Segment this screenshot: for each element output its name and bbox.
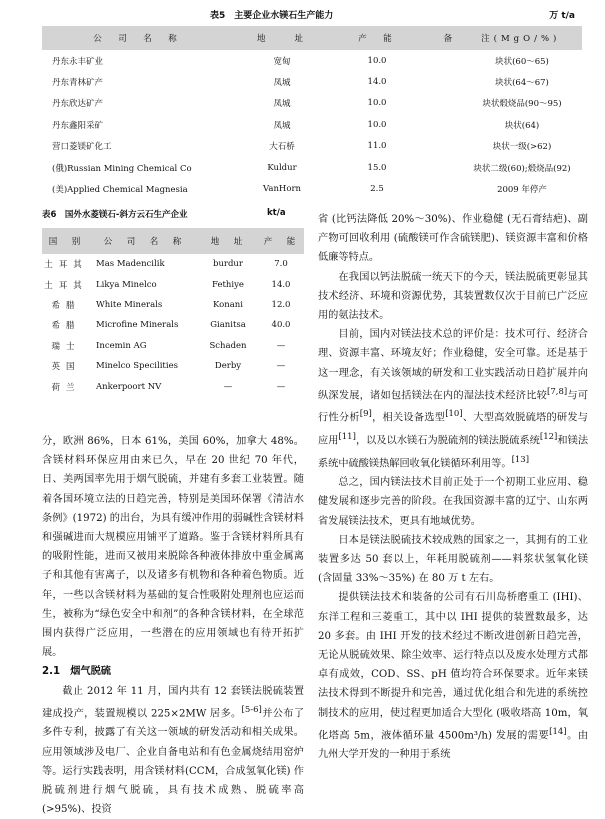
table-cell: 丹东青林矿产 <box>52 78 104 89</box>
right-paragraph-1: 省 (比钙法降低 20%～30%)、作业稳健 (无石膏结疤)、副产物可回收利用 (硫酸镁可作含硫镁肥)、镁资源丰富和价格低廉等特点。 <box>318 214 588 264</box>
table6-header-row <box>42 228 304 254</box>
table6-caption-row <box>42 208 312 220</box>
table-row <box>42 376 304 396</box>
table-cell: 10.0 <box>367 55 387 66</box>
table5-header-cell: 公 司 名 称 <box>93 34 181 44</box>
table-cell: 12.0 <box>271 299 291 310</box>
table-cell: 英国 <box>51 362 81 373</box>
table-cell: — <box>276 381 286 392</box>
table-cell: 瑞士 <box>51 341 81 352</box>
table-cell: 凤城 <box>273 78 291 89</box>
table-cell: 14.0 <box>367 77 387 88</box>
table5-header-row <box>42 26 582 50</box>
table-cell: 大石桥 <box>269 142 295 153</box>
table-cell: 7.0 <box>274 259 288 270</box>
citation: [5-6] <box>241 704 262 715</box>
table-cell: 土耳其 <box>44 280 88 291</box>
citation: [10] <box>445 409 463 420</box>
table-cell: 凤城 <box>273 120 291 131</box>
table-cell: 丹东永丰矿业 <box>52 56 104 67</box>
table-cell: 块状(64～67) <box>495 78 549 89</box>
citation: [11] <box>338 432 356 443</box>
table-cell: Mas Madencilik <box>96 259 165 270</box>
table-row <box>42 136 582 157</box>
table6-header-cell: 公 司 名 称 <box>103 237 185 247</box>
table-cell: 希腊 <box>51 300 81 311</box>
table-cell: 丹东欣达矿产 <box>52 99 104 110</box>
table5-unit: 万 t/a <box>549 11 575 21</box>
table-cell: — <box>223 381 233 392</box>
left-column <box>42 432 304 819</box>
left-paragraph-1: 分，欧洲 86%，日本 61%，美国 60%，加拿大 48%。含镁材料环保应用由来已久，早在 20 世纪 70 年代，日、美两国率先用于烟气脱硫，并建有多套工业装置。随着各国环境立法的日趋完善，特别是美国环保署《清洁水条例》(1972) 的出台，为具有缓冲作用的弱碱性含镁材料和强碱进而大规模应用铺平了道路。鉴于含镁材料所具有的吸附性能，进而又被用来脱除各种液体排放中重金属离子和其他有害离子，以及诸多有机物和各种着色物质。近年，一些以含镁材料为基础的复合性吸附处理剂也应运而生，被称为“绿色安全中和剂”的各种含镁材料，在全球范围内获得广泛应用，一些潜在的应用领域也有待开拓扩展。 <box>42 436 304 659</box>
table-cell: 块状(60～65) <box>495 56 549 67</box>
table-cell: Gianitsa <box>210 320 246 331</box>
citation: [13] <box>511 454 530 465</box>
citation: [12] <box>539 432 558 443</box>
table-row <box>42 93 582 114</box>
table-row <box>42 254 304 274</box>
table5 <box>42 26 582 200</box>
table-cell: 宽甸 <box>273 56 291 67</box>
table-cell: 丹东鑫阳采矿 <box>52 120 104 131</box>
table-cell: (美)Applied Chemical Magnesia <box>52 185 188 196</box>
right-paragraph-3: 目前，国内对镁法技术总的评价是：技术可行、经济合理、资源丰富、环境友好；作业稳健，安全可靠。还是基于这一理念，有关该领域的研发和工业实践活动日趋扩展并向纵深发展，诸如包括镁法在内的湿法技术经济比较[7,8]与可行性分析[9]，相关设备选型[10]、大型高效脱硫塔的研发与应用[11]，以及以水镁石为脱硫剂的镁法脱硫系统[12]和镁法系统中硫酸镁热解回收氧化镁循环利用等。[13] <box>318 329 589 469</box>
table5-caption: 表5 主要企业水镁石生产能力 <box>210 11 334 21</box>
table-row <box>42 114 582 135</box>
table-cell: Minelco Specilities <box>96 361 178 372</box>
table-cell: 土耳其 <box>44 260 88 271</box>
table5-caption-row <box>0 8 605 24</box>
right-paragraph-4: 总之，国内镁法技术目前正处于一个初期工业应用、稳健发展和逐步完善的阶段。在我国资源丰富的辽宁、山东两省发展镁法技术，更具有地域优势。 <box>318 477 588 527</box>
table5-body <box>42 50 582 200</box>
table-cell: Konani <box>213 299 243 310</box>
table-row <box>42 50 582 71</box>
table-cell: 块状一级(>62) <box>492 142 552 153</box>
table-cell: Incemin AG <box>96 340 147 351</box>
table-cell: 凤城 <box>273 99 291 110</box>
table-cell: VanHorn <box>263 184 301 195</box>
table6-header-cell: 国 别 <box>48 237 84 247</box>
table-cell: 营口菱镁矿化工 <box>52 142 112 153</box>
citation: [14] <box>549 726 567 737</box>
table-row <box>42 315 304 335</box>
table-row <box>42 157 582 178</box>
table-cell: — <box>276 340 286 351</box>
table6 <box>42 228 304 397</box>
left-paragraph-2: 截止 2012 年 11 月，国内共有 12 套镁法脱硫装置建成投产，装置规模以 225×2MW 居多。[5-6]并公布了多件专利，披露了有关这一领域的研发活动和相关成果。应用领域涉及电厂、企业自备电站和有色金属烧结用窑炉等。运行实践表明，用含镁材料(CCM，合成氢氧化镁) 作脱硫剂进行烟气脱硫，具有技术成熟、脱硫率高 (>95%)、投资 <box>42 685 305 816</box>
table-cell: 2.5 <box>370 184 384 195</box>
table-cell: Schaden <box>209 340 247 351</box>
table-cell: 块状(64) <box>504 120 540 131</box>
table5-header-cell: 地 址 <box>256 34 307 44</box>
table-cell: 14.0 <box>271 279 291 290</box>
citation: [9] <box>359 409 372 420</box>
table-cell: Ankerpoort NV <box>96 381 162 392</box>
right-paragraph-6: 提供镁法技术和装备的公司有石川岛桥磨重工 (IHI)、东洋工程和三菱重工，其中以 IHI 提供的装置数最多，达 20 多套。由 IHI 开发的技术经过不断改进创新日趋完善，无论从脱硫效果、除尘效率、运行特点以及废水处理方式都卓有成效，COD、SS、pH 值均符合环保要求。近年来镁法技术得到不断提升和完善，通过优化组合和先进的系统控制技术的应用，使过程更加适合大型化 (吸收塔高 10m，氧化塔高 5m，液体循环量 4500m³/h) 发展的需要[14]。由九州大学开发的一种用于系统 <box>318 592 589 761</box>
table-cell: 2009 年停产 <box>497 185 547 196</box>
table-cell: 15.0 <box>367 162 387 173</box>
table-cell: Likya Minelco <box>96 279 157 290</box>
right-column <box>318 210 588 765</box>
table-row <box>42 178 582 199</box>
table-cell: 10.0 <box>367 119 387 130</box>
table-cell: 11.0 <box>367 141 387 152</box>
table-row <box>42 336 304 356</box>
table5-header-cell: 产 能 <box>358 34 396 44</box>
table5-header-cell: 备 注(MgO/%) <box>443 34 561 44</box>
table-cell: 希腊 <box>51 321 81 332</box>
table6-body <box>42 254 304 397</box>
table-cell: 10.0 <box>367 98 387 109</box>
table-cell: Fethiye <box>212 279 244 290</box>
table6-header-cell: 产 能 <box>263 237 299 247</box>
right-paragraph-5: 日本是镁法脱硫技术较成熟的国家之一，其拥有的工业装置多达 50 套以上，年耗用脱硫剂——料浆状氢氧化镁 (含固量 33%～35%) 在 80 万 t 左右。 <box>318 534 588 585</box>
table-cell: 块状二级(60);煅烧品(92) <box>473 163 571 174</box>
table-row <box>42 295 304 315</box>
right-paragraph-2: 在我国以钙法脱硫一统天下的今天，镁法脱硫更彰显其技术经济、环境和资源优势，其装置数仅次于目前已广泛应用的氨法技术。 <box>318 271 588 322</box>
table-cell: Derby <box>214 361 242 372</box>
table-cell: burdur <box>213 259 243 270</box>
table-cell: 块状煅烧品(90～95) <box>482 99 562 110</box>
citation: [7,8] <box>547 386 568 397</box>
table-cell: Microfine Minerals <box>96 320 179 331</box>
table6-caption: 表6 国外水菱镁石-斜方云石生产企业 <box>42 210 188 220</box>
section-heading-flue-gas: 2.1 烟气脱硫 <box>42 666 111 678</box>
table-cell: — <box>276 361 286 372</box>
table-row <box>42 71 582 92</box>
table-cell: 40.0 <box>271 320 291 331</box>
table6-unit: kt/a <box>267 208 286 218</box>
table-row <box>42 274 304 294</box>
table-cell: (俄)Russian Mining Chemical Co <box>52 163 192 174</box>
table-cell: 荷兰 <box>51 382 81 393</box>
table-row <box>42 356 304 376</box>
table-cell: White Minerals <box>96 299 163 310</box>
table6-header-cell: 地 址 <box>210 237 246 247</box>
table-cell: Kuldur <box>267 162 297 173</box>
